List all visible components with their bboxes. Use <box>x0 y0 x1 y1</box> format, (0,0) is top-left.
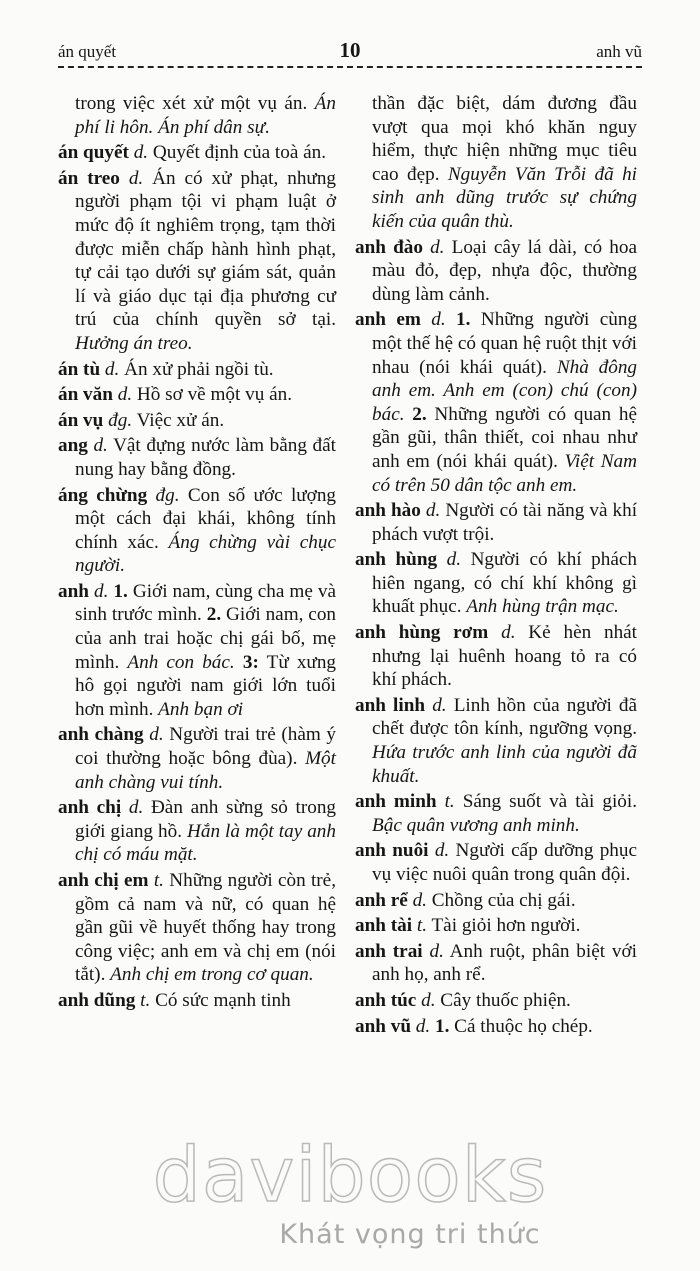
dictionary-entry <box>58 358 336 382</box>
definition: Chồng của chị gái. <box>431 889 576 911</box>
sense-number: 2. <box>206 604 222 626</box>
dictionary-entry <box>58 383 336 407</box>
part-of-speech: d. <box>128 167 144 189</box>
dictionary-entry <box>355 790 637 837</box>
dictionary-entry <box>58 580 336 722</box>
example: Một anh chàng vui tính. <box>75 748 336 793</box>
example: Hắn là một tay anh chị có máu mặt. <box>75 820 336 866</box>
guide-word-right: anh vũ <box>596 42 642 61</box>
definition: Loại cây lá dài, có hoa màu đỏ, đẹp, nhựa độc, thường dùng làm cảnh. <box>372 236 637 305</box>
part-of-speech: d. <box>425 500 441 522</box>
headword: anh chị <box>58 797 122 819</box>
example: Anh bạn ơi <box>158 698 244 720</box>
part-of-speech: d. <box>149 724 164 746</box>
dictionary-entry <box>355 839 637 886</box>
headword: anh trai <box>355 940 423 962</box>
headword: anh chị em <box>58 870 149 891</box>
definition: Sáng suốt và tài giỏi. <box>462 791 638 813</box>
sense-number: 3: <box>242 651 259 673</box>
definition: Anh ruột, phân biệt với anh họ, anh rể. <box>372 940 637 986</box>
header-rule <box>58 66 642 68</box>
continued-entry <box>355 92 637 234</box>
part-of-speech: t. <box>416 915 427 937</box>
dictionary-entry <box>355 694 637 788</box>
dictionary-entry <box>355 989 637 1013</box>
dictionary-entry <box>355 621 637 692</box>
headword: anh chàng <box>58 724 144 746</box>
sense-number: 1. <box>434 1015 450 1037</box>
headword: anh minh <box>355 791 437 813</box>
dictionary-entry <box>58 434 336 481</box>
watermark-brand: davibooks <box>152 1130 548 1219</box>
example: Việt Nam có trên 50 dân tộc anh em. <box>372 450 638 496</box>
sense-number: 1. <box>113 580 128 602</box>
part-of-speech: d. <box>430 236 445 258</box>
definition: Tài giỏi hơn người. <box>431 915 581 937</box>
definition: Có sức mạnh tinh <box>155 989 291 1011</box>
definition: Con số ước lượng một cách đại khái, không tính chính xác. <box>75 484 337 553</box>
definition: Án có xử phạt, nhưng người phạm tội vi phạm luật ở mức độ ít nghiêm trọng, tạm thời được miễn chấp hành hình phạt, tự cải tạo dưới sự giám sát, quản lí và giáo dục tại địa phương cư trú của chính quyền sở tại. <box>75 167 337 331</box>
dictionary-entry <box>355 1015 637 1039</box>
definition: Người có tài năng và khí phách vượt trội. <box>372 500 638 545</box>
example: Nguyễn Văn Trỗi đã hi sinh anh dũng trước sự chứng kiến của quân thù. <box>372 163 637 232</box>
part-of-speech: d. <box>93 435 108 457</box>
headword: áng chừng <box>58 484 148 506</box>
headword: anh em <box>355 309 421 331</box>
dictionary-entry <box>355 236 637 307</box>
definition: Án xử phải ngồi tù. <box>124 358 274 380</box>
dictionary-entry <box>58 989 336 1013</box>
definition: Hồ sơ về một vụ án. <box>136 384 293 406</box>
dictionary-entry <box>58 167 336 356</box>
example: Bậc quân vương anh minh. <box>372 814 580 836</box>
part-of-speech: d. <box>93 580 109 602</box>
example: Anh hùng trận mạc. <box>466 596 619 618</box>
headword: anh nuôi <box>355 840 429 862</box>
right-column <box>355 92 637 1040</box>
dictionary-entry <box>355 914 637 938</box>
part-of-speech: d. <box>434 840 450 862</box>
definition: Linh hồn của người đã chết được tôn kính, ngưỡng vọng. <box>372 694 637 740</box>
part-of-speech: d. <box>429 940 444 962</box>
part-of-speech: d. <box>501 622 516 644</box>
headword: án treo <box>58 167 120 189</box>
part-of-speech: d. <box>412 889 427 911</box>
part-of-speech: t. <box>153 870 164 891</box>
part-of-speech: t. <box>444 791 455 813</box>
headword: anh rể <box>355 889 408 911</box>
headword: anh tài <box>355 915 413 937</box>
dictionary-entry <box>355 499 637 546</box>
dictionary-entry <box>355 940 637 987</box>
dictionary-entry <box>58 141 336 165</box>
definition: Người cấp dưỡng phục vụ việc nuôi quân trong quân đội. <box>372 840 638 885</box>
definition: thần đặc biệt, dám đương đầu vượt qua mọi khó khăn nguy hiểm, thực hiện những mục tiêu cao đẹp. <box>372 93 637 185</box>
part-of-speech: đg. <box>108 409 133 431</box>
definition: Cá thuộc họ chép. <box>454 1015 593 1037</box>
definition: Những người còn trẻ, gồm cả nam và nữ, có quan hệ gần gũi về huyết thống hay trong công việc; anh em và chị em (nói tắt). <box>75 870 336 986</box>
watermark <box>0 1130 700 1250</box>
headword: anh dũng <box>58 989 136 1011</box>
part-of-speech: d. <box>446 549 462 571</box>
definition: Quyết định của toà án. <box>152 142 327 164</box>
definition: Người trai trẻ (hàm ý coi thường hoặc bông đùa). <box>75 724 337 770</box>
running-header <box>58 40 642 68</box>
part-of-speech: d. <box>117 384 133 406</box>
watermark-tagline: Khát vọng tri thức <box>279 1219 541 1250</box>
definition: Giới nam, cùng cha mẹ và sinh trước mình. <box>75 580 337 626</box>
definition: Việc xử án. <box>136 409 225 431</box>
headword: án văn <box>58 384 113 406</box>
definition: Những người có quan hệ gần gũi, thân thiết, coi nhau như anh em (nói khái quát). <box>372 403 638 472</box>
dictionary-entry <box>58 869 336 987</box>
part-of-speech: d. <box>421 989 436 1011</box>
example: Án phí li hôn. Án phí dân sự. <box>75 93 336 138</box>
headword: án vụ <box>58 409 104 431</box>
part-of-speech: d. <box>432 694 447 716</box>
guide-word-left: án quyết <box>58 42 117 61</box>
example: Hứa trước anh linh của người đã khuất. <box>372 742 637 787</box>
definition: Từ xưng hô gọi người nam giới lớn tuổi hơn mình. <box>75 651 337 720</box>
definition: Kẻ hèn nhát nhưng lại huênh hoang tỏ ra có khí phách. <box>372 622 638 691</box>
dictionary-entry <box>355 889 637 913</box>
dictionary-entry <box>58 484 336 578</box>
example: Anh chị em trong cơ quan. <box>110 964 314 986</box>
part-of-speech: d. <box>415 1015 431 1037</box>
example: Hưởng án treo. <box>75 332 193 354</box>
dictionary-entry <box>58 723 336 794</box>
headword: anh hào <box>355 500 421 522</box>
definition: Người có khí phách hiên ngang, có chí khí không gì khuất phục. <box>372 549 637 618</box>
part-of-speech: d. <box>104 358 120 380</box>
dictionary-entry <box>355 308 637 497</box>
part-of-speech: d. <box>133 142 149 164</box>
dictionary-entry <box>58 796 336 867</box>
definition: Đàn anh sừng sỏ trong giới giang hồ. <box>75 797 337 842</box>
headword: anh hùng rơm <box>355 622 489 644</box>
left-column <box>58 92 336 1015</box>
headword: ang <box>58 435 88 457</box>
headword: anh đào <box>355 236 423 258</box>
headword: anh túc <box>355 989 417 1011</box>
sense-number: 2. <box>412 403 427 425</box>
headword: anh <box>58 580 89 602</box>
definition: Những người cùng một thế hệ có quan hệ ruột thịt với nhau (nói khái quát). <box>372 309 638 378</box>
part-of-speech: d. <box>431 309 446 331</box>
definition: Vật đựng nước làm bằng đất nung hay bằng đồng. <box>75 435 336 480</box>
continued-entry <box>58 92 336 139</box>
example: Áng chừng vài chục người. <box>75 531 336 577</box>
dictionary-entry <box>58 409 336 433</box>
sense-number: 1. <box>456 309 471 331</box>
headword: anh vũ <box>355 1015 411 1037</box>
definition: Cây thuốc phiện. <box>440 989 571 1011</box>
headword: án quyết <box>58 142 129 164</box>
headword: anh linh <box>355 694 426 716</box>
page-number: 10 <box>339 38 361 62</box>
dictionary-entry <box>355 548 637 619</box>
definition: trong việc xét xử một vụ án. <box>75 93 308 114</box>
example: Anh con bác. <box>127 651 235 673</box>
part-of-speech: d. <box>128 797 144 819</box>
example: Nhà đông anh em. Anh em (con) chú (con) bác. <box>372 356 638 425</box>
part-of-speech: đg. <box>155 484 180 506</box>
definition: Giới nam, con của anh trai hoặc chị gái bố, mẹ mình. <box>75 604 337 673</box>
part-of-speech: t. <box>140 989 151 1011</box>
headword: án tù <box>58 358 101 380</box>
headword: anh hùng <box>355 549 438 571</box>
